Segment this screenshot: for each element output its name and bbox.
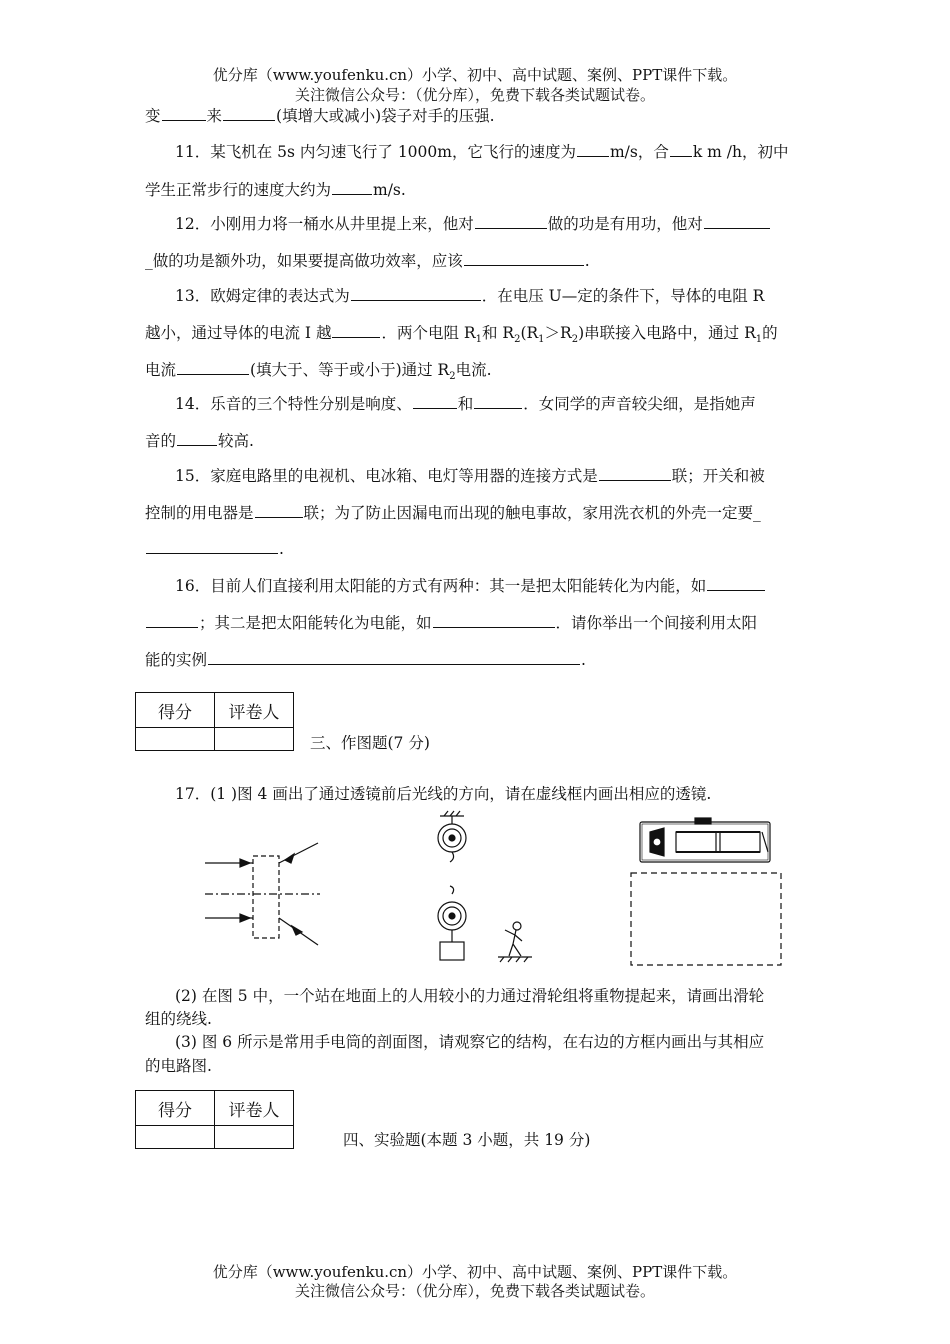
question-11-line-2: 学生正常步行的速度大约为 m/s. [145, 181, 406, 199]
score-cell [136, 1126, 215, 1149]
question-17-part-3-line-2: 的电路图. [145, 1057, 212, 1075]
question-14-line-1: 14．乐音的三个特性分别是响度、 和 ．女同学的声音较尖细，是指她声 [175, 395, 756, 413]
question-13-line-3: 电流 (填大于、等于或小于)通过 $R_2$电流. [145, 361, 492, 383]
question-15-line-2: 控制的用电器是 联；为了防止因漏电而出现的触电事故，家用洗衣机的外壳一定要_ [145, 504, 761, 522]
score-table-2 [135, 1090, 294, 1149]
question-12-line-1: 12．小刚用力将一桶水从井里提上来，他对 做的功是有用功，他对 [175, 212, 810, 234]
grader-label: 评卷人 [215, 1091, 294, 1126]
question-17-part-1: 17．(1 )图 4 画出了通过透镜前后光线的方向，请在虚线框内画出相应的透镜. [175, 785, 712, 803]
figures [0, 810, 950, 980]
question-15-line-3: . [145, 538, 810, 558]
footer-line-2: 关注微信公众号：（优分库），免费下载各类试题试卷。 [294, 1282, 655, 1300]
pulley-figure [438, 811, 532, 962]
question-17-part-2-line-2: 组的绕线. [145, 1010, 212, 1028]
section-4-title: 四、实验题(本题 3 小题，共 19 分) [343, 1131, 591, 1149]
question-15-line-1: 15．家庭电路里的电视机、电冰箱、电灯等用器的连接方式是 联；开关和被 [175, 467, 765, 485]
question-17-part-3-line-1: (3) 图 6 所示是常用手电筒的剖面图，请观察它的结构，在右边的方框内画出与其相应 [175, 1033, 765, 1051]
header-line-1: 优分库（www.youfenku.cn）小学、初中、高中试题、案例、PPT课件下载。 [212, 66, 738, 84]
circuit-answer-box [631, 873, 781, 965]
footer-line-1: 优分库（www.youfenku.cn）小学、初中、高中试题、案例、PPT课件下载。 [212, 1263, 738, 1281]
lens-ray-figure [205, 843, 320, 945]
question-17-part-2-line-1: (2) 在图 5 中，一个站在地面上的人用较小的力通过滑轮组将重物提起来，请画出滑轮 [175, 987, 765, 1005]
grader-cell [215, 728, 294, 751]
flashlight-figure [631, 818, 781, 965]
question-16-line-2: ；其二是把太阳能转化为电能，如 ．请你举出一个间接利用太阳 [145, 611, 810, 633]
lens-dashed-box [253, 856, 279, 938]
question-16-line-3: 能的实例 . [145, 651, 586, 669]
score-label: 得分 [136, 1091, 215, 1126]
score-label: 得分 [136, 693, 215, 728]
question-12-line-2: _做的功是额外功，如果要提高做功效率，应该 . [145, 252, 590, 270]
grader-label: 评卷人 [215, 693, 294, 728]
question-13-line-1: 13．欧姆定律的表达式为 ．在电压 U—定的条件下，导体的电阻 R [175, 287, 765, 305]
question-11-line-1: 11．某飞机在 5s 内匀速飞行了 1000m，它飞行的速度为 m/s，合 k m /h，初中 [175, 143, 789, 161]
question-13-line-2: 越小，通过导体的电流 I 越 ．两个电阻 $R_1$和 $R_2(R_1>R_2)$串联接入电路中，通过 $R_1$的 [145, 324, 778, 346]
question-14-line-2: 音的 较高. [145, 432, 254, 450]
section-3-title: 三、作图题(7 分) [310, 734, 430, 752]
question-16-line-1: 16．目前人们直接利用太阳能的方式有两种：其一是把太阳能转化为内能，如 [175, 574, 810, 596]
score-table-1 [135, 692, 294, 751]
header-line-2: 关注微信公众号：（优分库），免费下载各类试题试卷。 [294, 86, 655, 104]
grader-cell [215, 1126, 294, 1149]
score-cell [136, 728, 215, 751]
q10-tail: 变 来 (填增大或减小)袋子对手的压强. [145, 107, 495, 125]
